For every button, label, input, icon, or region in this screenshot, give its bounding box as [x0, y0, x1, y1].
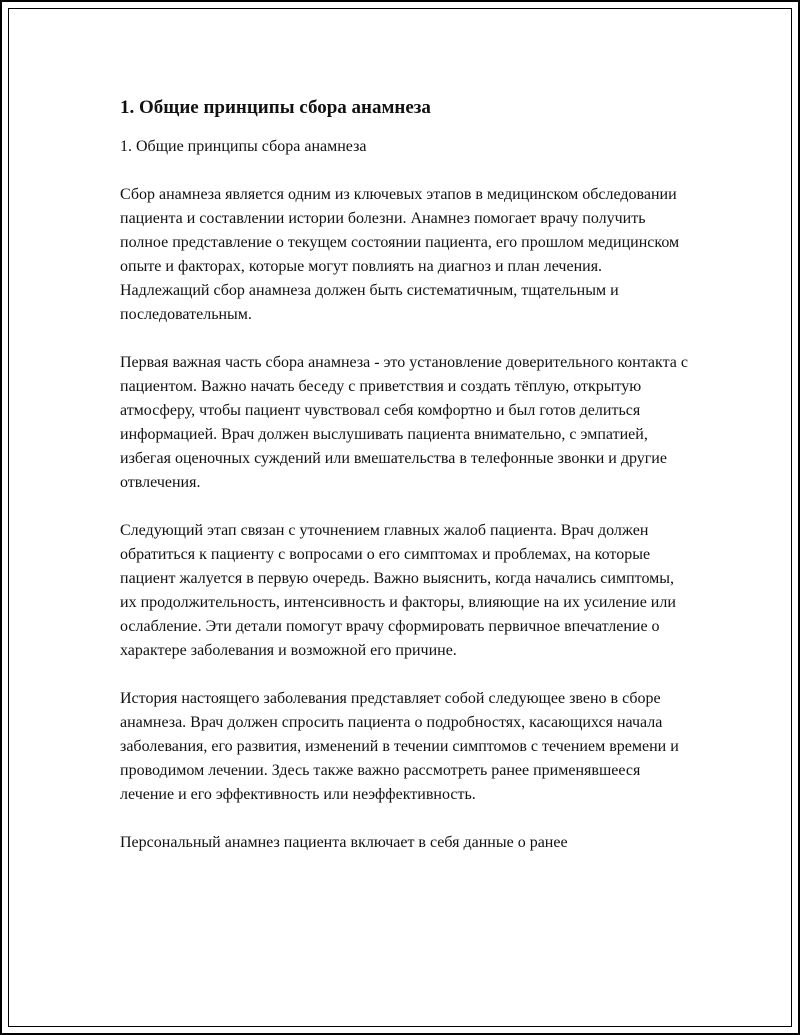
- section-heading: 1. Общие принципы сбора анамнеза: [120, 97, 431, 118]
- paragraph-present-illness: История настоящего заболевания представляет собой следующее звено в сборе анамнеза. Врач должен спросить пациента о подробностях, касающихся начала заболевания, его развития, изменений в течении симптомов с течением времени и проводимом лечении. Здесь также важно рассмотреть ранее применявшееся лечение и его эффективность или неэффективность.: [120, 690, 679, 803]
- paragraph-complaints: Следующий этап связан с уточнением главных жалоб пациента. Врач должен обратиться к пациенту с вопросами о его симптомах и проблемах, на которые пациент жалуется в первую очередь. Важно выяснить, когда начались симптомы, их продолжительность, интенсивность и факторы, влияющие на их усиление или ослабление. Эти детали помогут врачу сформировать первичное впечатление о характере заболевания и возможной его причине.: [120, 522, 676, 659]
- paragraph-intro: Сбор анамнеза является одним из ключевых этапов в медицинском обследовании пациента и составлении истории болезни. Анамнез помогает врачу получить полное представление о текущем состоянии пациента, его прошлом медицинском опыте и факторах, которые могут повлиять на диагноз и план лечения. Надлежащий сбор анамнеза должен быть систематичным, тщательным и последовательным.: [120, 186, 680, 323]
- paragraph-contact: Первая важная часть сбора анамнеза - это установление доверительного контакта с пациентом. Важно начать беседу с приветствия и создать тёплую, открытую атмосферу, чтобы пациент чувствовал себя комфортно и был готов делиться информацией. Врач должен выслушивать пациента внимательно, с эмпатией, избегая оценочных суждений или вмешательства в телефонные звонки и другие отвлечения.: [120, 354, 688, 491]
- paragraph-personal-history: Персональный анамнез пациента включает в себя данные о ранее: [120, 834, 568, 851]
- section-subheading: 1. Общие принципы сбора анамнеза: [120, 138, 367, 155]
- document-body: [120, 96, 690, 879]
